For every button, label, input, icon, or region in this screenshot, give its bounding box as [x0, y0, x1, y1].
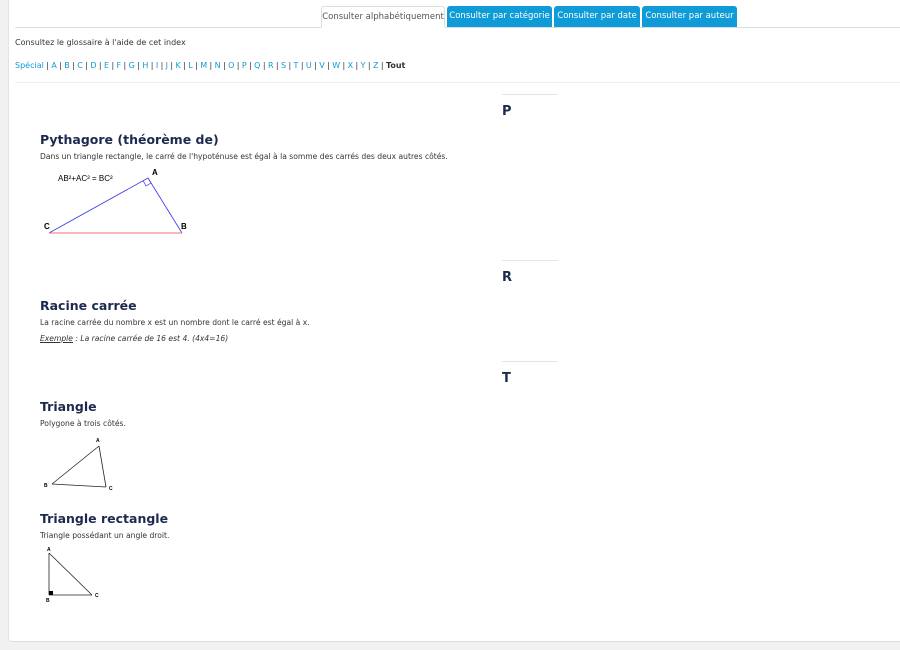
entry-title-racine: Racine carrée: [40, 298, 137, 313]
alpha-link-i[interactable]: I: [155, 61, 159, 70]
alpha-link-j[interactable]: J: [165, 61, 169, 70]
svg-text:B: B: [181, 222, 187, 231]
alpha-link-z[interactable]: Z: [372, 61, 379, 70]
svg-text:A: A: [47, 547, 51, 553]
separator: |: [170, 61, 174, 70]
separator: |: [380, 61, 384, 70]
alpha-link-h[interactable]: H: [142, 61, 149, 70]
entry-title-triangle-rectangle: Triangle rectangle: [40, 511, 169, 526]
svg-text:A: A: [96, 438, 100, 444]
separator: |: [137, 61, 140, 70]
separator: |: [98, 61, 102, 70]
formula-label: AB²+AC² = BC²: [58, 174, 113, 183]
separator: |: [160, 61, 164, 70]
svg-text:C: C: [95, 593, 99, 599]
separator: |: [72, 61, 75, 70]
separator: |: [342, 61, 346, 70]
separator: |: [222, 61, 226, 70]
pythagoras-figure: [39, 164, 209, 239]
separator: |: [314, 61, 317, 70]
separator: |: [209, 61, 213, 70]
right-triangle-figure: [39, 545, 129, 605]
separator: |: [85, 61, 88, 70]
separator: |: [111, 61, 115, 70]
section-rule: [502, 94, 558, 95]
separator: |: [355, 61, 359, 70]
svg-text:B: B: [46, 598, 50, 604]
alpha-link-e[interactable]: E: [104, 61, 110, 70]
triangle-figure: [39, 433, 129, 493]
alpha-link-n[interactable]: N: [214, 61, 221, 70]
alpha-link-m[interactable]: M: [200, 61, 208, 70]
entry-example: [40, 334, 228, 343]
tab-alphabetical[interactable]: Consulter alphabétiquement: [321, 6, 445, 28]
alphabet-index: [15, 61, 405, 70]
alpha-link-r[interactable]: R: [267, 61, 274, 70]
alpha-link-c[interactable]: C: [77, 61, 83, 70]
alpha-link-d[interactable]: D: [90, 61, 97, 70]
section-letter-p: P: [502, 104, 512, 119]
entry-definition: Dans un triangle rectangle, le carré de l'hypoténuse est égal à la somme des carrés des deux autres côtés.: [40, 152, 448, 161]
tab-by-date[interactable]: Consulter par date: [554, 6, 640, 27]
alpha-link-special[interactable]: Spécial: [15, 61, 44, 70]
separator: |: [150, 61, 154, 70]
index-intro: Consultez le glossaire à l'aide de cet index: [15, 38, 186, 47]
separator: |: [249, 61, 252, 70]
example-text: : La racine carrée de 16 est 4. (4x4=16): [72, 334, 229, 343]
alpha-link-t[interactable]: T: [293, 61, 299, 70]
alpha-link-w[interactable]: W: [332, 61, 341, 70]
section-rule: [502, 260, 558, 261]
separator: |: [275, 61, 279, 70]
entry-definition: Polygone à trois côtés.: [40, 419, 126, 428]
alpha-link-u[interactable]: U: [305, 61, 312, 70]
alpha-link-g[interactable]: G: [128, 61, 135, 70]
separator: |: [367, 61, 371, 70]
separator: |: [327, 61, 330, 70]
alpha-link-a[interactable]: A: [51, 61, 57, 70]
example-label: Exemple: [40, 334, 73, 343]
section-letter-t: T: [502, 371, 511, 386]
svg-text:B: B: [44, 483, 48, 489]
glossary-page: [8, 0, 900, 642]
browse-tabs: [15, 6, 900, 28]
entry-title-pythagore: Pythagore (théorème de): [40, 132, 219, 147]
alpha-link-s[interactable]: S: [280, 61, 287, 70]
entry-title-triangle: Triangle: [40, 399, 97, 414]
svg-text:A: A: [152, 168, 158, 177]
alpha-link-l[interactable]: L: [188, 61, 193, 70]
tab-by-category[interactable]: Consulter par catégorie: [447, 6, 552, 27]
separator: |: [288, 61, 292, 70]
separator: |: [46, 61, 49, 70]
alpha-link-q[interactable]: Q: [254, 61, 261, 70]
separator: |: [262, 61, 266, 70]
entry-definition: Triangle possédant un angle droit.: [40, 531, 170, 540]
alpha-link-v[interactable]: V: [319, 61, 325, 70]
entry-definition: La racine carrée du nombre x est un nombre dont le carré est égal à x.: [40, 318, 310, 327]
tab-by-author[interactable]: Consulter par auteur: [642, 6, 737, 27]
alpha-link-y[interactable]: Y: [360, 61, 366, 70]
alpha-link-x[interactable]: X: [347, 61, 354, 70]
svg-text:C: C: [44, 222, 50, 231]
svg-text:C: C: [109, 486, 113, 492]
divider: [15, 82, 900, 83]
alpha-link-k[interactable]: K: [175, 61, 181, 70]
separator: |: [195, 61, 198, 70]
alpha-link-f[interactable]: F: [116, 61, 122, 70]
alpha-current-all: Tout: [385, 61, 406, 70]
alpha-link-p[interactable]: P: [241, 61, 247, 70]
section-letter-r: R: [502, 270, 513, 285]
alpha-link-b[interactable]: B: [64, 61, 70, 70]
section-rule: [502, 361, 558, 362]
separator: |: [236, 61, 240, 70]
separator: |: [300, 61, 304, 70]
separator: |: [183, 61, 186, 70]
alpha-link-o[interactable]: O: [228, 61, 235, 70]
separator: |: [123, 61, 127, 70]
separator: |: [59, 61, 62, 70]
